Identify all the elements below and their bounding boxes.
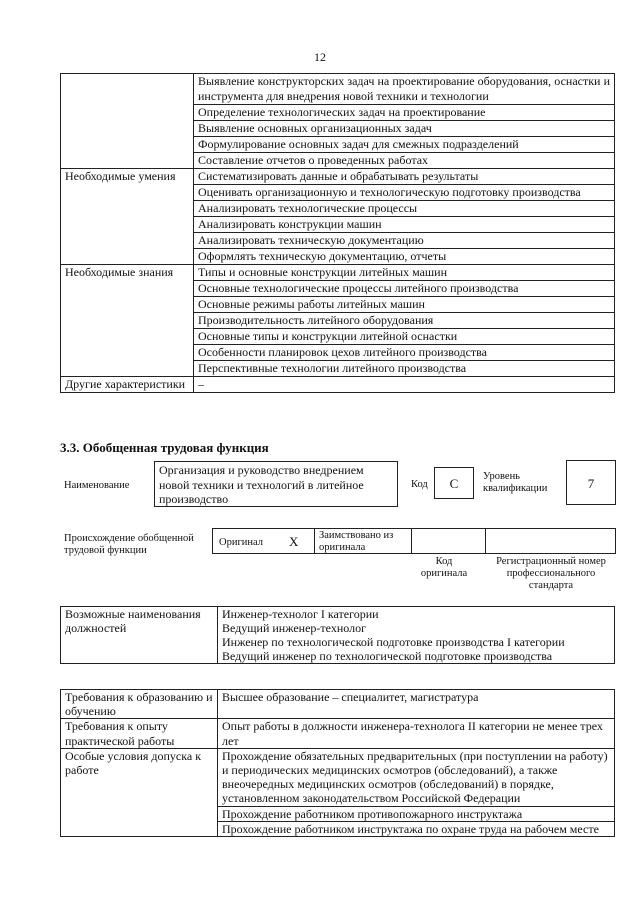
table-row <box>61 265 615 281</box>
position-item: Инженер по технологической подготовке производства I категории <box>222 635 565 649</box>
table-cell: Формулирование основных задач для смежных подразделений <box>194 137 615 153</box>
positions-items <box>222 607 610 663</box>
reg-number-caption: Регистрационный номер профессионального стандарта <box>496 556 606 591</box>
group-label: Другие характеристики <box>61 377 194 393</box>
requirement-label: Требования к опыту практической работы <box>61 719 218 748</box>
table-cell: Анализировать технологические процессы <box>194 201 615 217</box>
table-cell: Выявление основных организационных задач <box>194 121 615 137</box>
table-cell: Оформлять техническую документацию, отчеты <box>194 249 615 265</box>
table-cell: Производительность литейного оборудования <box>194 313 615 329</box>
table-cell: Анализировать техническую документацию <box>194 233 615 249</box>
table-cell: Составление отчетов о проведенных работах <box>194 153 615 169</box>
requirement-value: Опыт работы в должности инженера-технолога II категории не менее трех лет <box>218 719 615 748</box>
positions-table <box>60 606 615 664</box>
table-cell: Особенности планировок цехов литейного производства <box>194 345 615 361</box>
code-original-caption: Код оригинала <box>420 556 468 579</box>
origin-divider-2 <box>411 529 412 553</box>
group-label: Необходимые знания <box>61 265 194 377</box>
code-label: Код <box>411 479 428 490</box>
requirement-value: Прохождение работником инструктажа по охране труда на рабочем месте <box>218 821 615 836</box>
positions-label: Возможные наименования должностей <box>61 607 218 664</box>
table-row <box>61 377 615 393</box>
skills-knowledge-body <box>61 74 615 393</box>
table-row <box>61 719 615 748</box>
positions-list <box>218 607 615 664</box>
origin-box <box>212 528 616 554</box>
origin-divider-1 <box>314 529 315 553</box>
requirement-label: Особые условия допуска к работе <box>61 748 218 836</box>
requirement-value: Прохождение работником противопожарного инструктажа <box>218 806 615 821</box>
position-item: Инженер-технолог I категории <box>222 607 379 621</box>
origin-divider-3 <box>485 529 486 553</box>
requirements-body <box>61 690 615 837</box>
table-row <box>61 74 615 105</box>
function-name-value: Организация и руководство внедрением новой техники и технологий в литейное производство <box>159 463 364 506</box>
origin-label: Происхождение обобщенной трудовой функции <box>64 533 194 556</box>
table-cell: Основные режимы работы литейных машин <box>194 297 615 313</box>
level-label: Уровень квалификации <box>483 471 548 494</box>
section-title: 3.3. Обобщенная трудовая функция <box>60 440 269 455</box>
table-cell: Оценивать организационную и технологическую подготовку производства <box>194 185 615 201</box>
position-item: Ведущий инженер-технолог <box>222 621 366 635</box>
position-item: Ведущий инженер по технологической подготовке производства <box>222 649 553 663</box>
code-value: C <box>449 476 459 491</box>
requirements-table <box>60 689 615 837</box>
table-row <box>61 748 615 806</box>
requirement-label: Требования к образованию и обучению <box>61 690 218 719</box>
positions-row <box>61 607 615 664</box>
table-cell: – <box>194 377 615 393</box>
table-cell: Определение технологических задач на проектирование <box>194 105 615 121</box>
table-row <box>61 690 615 719</box>
table-cell: Основные технологические процессы литейного производства <box>194 281 615 297</box>
table-cell: Выявление конструкторских задач на проектирование оборудования, оснастки и инструмента для внедрения новой техники и технологии <box>194 74 615 105</box>
original-mark: X <box>289 534 299 549</box>
table-cell: Типы и основные конструкции литейных машин <box>194 265 615 281</box>
table-cell: Анализировать конструкции машин <box>194 217 615 233</box>
table-cell: Основные типы и конструкции литейной оснастки <box>194 329 615 345</box>
group-label: Необходимые умения <box>61 169 194 265</box>
skills-knowledge-table <box>60 73 615 393</box>
name-label: Наименование <box>64 480 130 491</box>
level-value: 7 <box>587 476 595 491</box>
page-number: 12 <box>314 50 326 64</box>
requirement-value: Прохождение обязательных предварительных (при поступлении на работу) и периодических медицинских осмотров (обследований), а также внеочередных медицинских осмотров (обследований) в порядке, установленном законодательством Российской Федерации <box>218 748 615 806</box>
table-cell: Перспективные технологии литейного производства <box>194 361 615 377</box>
level-box <box>566 460 616 505</box>
borrowed-label: Заимствовано из оригинала <box>319 530 394 553</box>
requirement-value: Высшее образование – специалитет, магистратура <box>218 690 615 719</box>
table-row <box>61 169 615 185</box>
code-box <box>434 467 474 499</box>
original-label: Оригинал <box>219 537 263 548</box>
function-name-box <box>154 461 398 507</box>
table-cell: Систематизировать данные и обрабатывать результаты <box>194 169 615 185</box>
group-label <box>61 74 194 169</box>
